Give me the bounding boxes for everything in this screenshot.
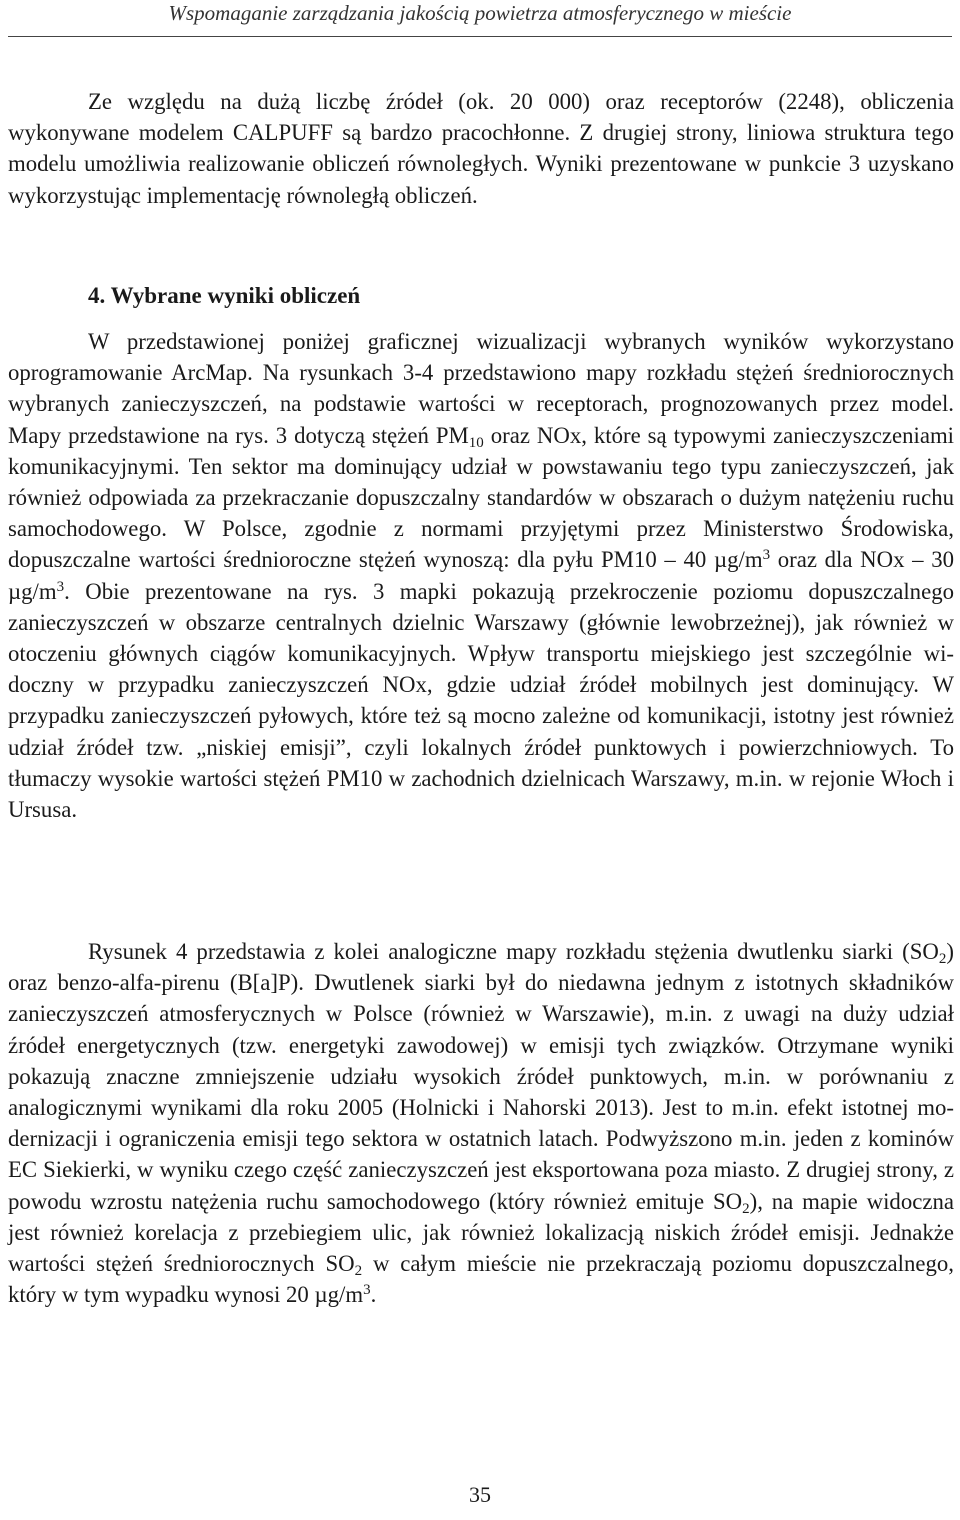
subscript: 2 [354, 1262, 363, 1279]
text-run: Rysunek 4 przedstawia z kolei analogiczne mapy rozkładu stężenia dwutlenku siarki (SO [88, 939, 939, 964]
page-number: 35 [469, 1482, 491, 1507]
paragraph-text: Ze względu na dużą liczbę źródeł (ok. 20 000) oraz receptorów (2248), obliczenia wykonywane modelem CALPUFF są bardzo pracochłonne. Z drugiej strony, liniowa struktura tego modelu umożliwia realizowanie obliczeń równoległych. Wyniki prezentowane w punkcie 3 uzyskano wykorzystując implementację równoległą obliczeń. [8, 89, 954, 208]
running-header: Wspomaganie zarządzania jakością powietrza atmosferycznego w mieście [168, 1, 792, 25]
text-run: ), na mapie widoczna jest również korelacja z przebiegiem ulic, jak również lokalizacją niskich źródeł emisji. Jednakże wartości stężeń średniorocznych SO [8, 1188, 954, 1277]
paragraph-arcmap-results [8, 326, 954, 825]
section-heading: 4. Wybrane wyniki obliczeń [88, 283, 361, 308]
text-run: w całym mieście nie przekraczają poziomu dopuszczalnego, który w tym wypadku wynosi 20 µg/m [8, 1251, 955, 1308]
paragraph-calpuff-computation [8, 86, 954, 211]
paragraph-text [8, 326, 954, 825]
subscript: 2 [938, 950, 947, 967]
text-run: W przedstawionej poniżej graficznej wizualizacji wybranych wyników wykorzystano oprogramowanie ArcMap. Na rysunkach 3-4 przedstawiono mapy rozkładu stężeń średniorocznych wybranych zanieczyszczeń, na podstawie wartości w receptorach, prognozowanych przez model. Mapy przedstawione na rys. 3 dotyczą stężeń PM [8, 329, 954, 448]
superscript: 3 [56, 578, 65, 595]
text-run: oraz dla NOx – 30 µg/m [8, 547, 955, 604]
superscript: 3 [762, 547, 771, 564]
paragraph-text [8, 936, 954, 1310]
paragraph-so2-bap [8, 936, 954, 1310]
header-rule [8, 36, 952, 37]
subscript: 2 [742, 1200, 750, 1217]
text-run: . [370, 1282, 377, 1308]
subscript: 10 [468, 434, 484, 451]
text-run: . Obie prezentowane na rys. 3 mapki pokazują przekroczenie poziomu dopuszczalnego zanieczyszczeń w obszarze centralnych dzielnic Warszawy (głównie lewobrzeżnej), jak również w otoczeniu głównych ciągów komunikacyjnych. Wpływ transportu miejskiego jest szczególnie widoczny w przypadku zanieczyszczeń NOx, gdzie udział źródeł mobilnych jest dominujący. W przypadku zanieczyszczeń pyłowych, które też są mocno zależne od komunikacji, istotny jest również udział źródeł tzw. „niskiej emisji”, czyli lokalnych źródeł punktowych i powierzchniowych. To tłumaczy wysokie wartości stężeń PM10 w zachodnich dzielnicach Warszawy, m.in. w rejonie Włoch i Ursusa. [8, 578, 954, 823]
superscript: 3 [363, 1281, 371, 1298]
text-run: ) oraz benzo-alfa-pirenu (B[a]P). Dwutlenek siarki był do niedawna jednym z istotnych składników zanieczyszczeń atmosferycznych w Polsce (również w Warszawie), m.in. z uwagi na duży udział źródeł energetycznych (tzw. energetyki zawodowej) w emisji tych związków. Otrzymane wyniki pokazują znaczne zmniejszenie udziału wysokich źródeł punktowych, m.in. w porównaniu z analogicznymi wynikami dla roku 2005 (Holnicki i Nahorski 2013). Jest to m.in. efekt istotnej modernizacji i ograniczenia emisji tego sektora w ostatnich latach. Podwyższono m.in. jeden z kominów EC Siekierki, w wyniku czego część zanieczyszczeń jest eksportowana poza miasto. Z drugiej strony, z powodu wzrostu natężenia ruchu samochodowego (który również emituje SO [8, 939, 954, 1214]
text-run: oraz NOx, które są typowymi zanieczyszczeniami komunikacyjnymi. Ten sektor ma dominujący udział w powstawaniu tego typu zanieczyszczeń, jak również odpowiada za przekraczanie dopuszczalny standardów w obszarach o dużym natężeniu ruchu samochodowego. W Polsce, zgodnie z normami przyjętymi przez Ministerstwo Środowiska, dopuszczalne wartości średnioroczne stężeń wynoszą: dla pyłu PM10 – 40 µg/m [8, 422, 955, 573]
